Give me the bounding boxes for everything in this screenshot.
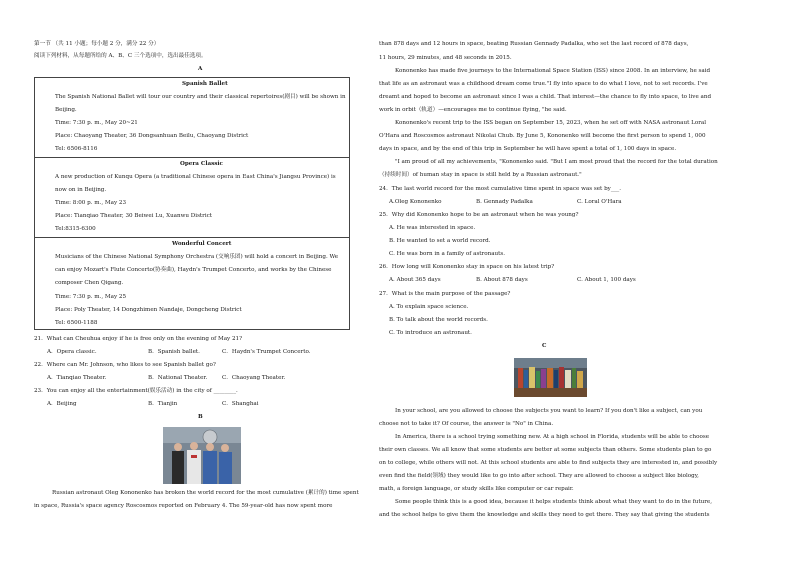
passage-c-line: and the school helps to give them the knowledge and skills they need to get there. They say that giving the students: [379, 512, 710, 518]
passage-b-line: 11 hours, 29 minutes, and 48 seconds in 2015.: [379, 55, 512, 61]
option[interactable]: C. About 1, 100 days: [577, 277, 636, 283]
option[interactable]: A．Beijing: [47, 401, 77, 407]
option[interactable]: A.Oleg Kononenko: [389, 199, 442, 205]
passage-c-line: In your school, are you allowed to choose the subjects you want to learn? If you don't like a subject, can you: [395, 408, 703, 414]
ad-line: Place: Chaoyang Theater, 36 Dongsanhuan Beilu, Chaoyang District: [55, 133, 249, 139]
option[interactable]: A. He was interested in space.: [389, 225, 476, 231]
option[interactable]: B. About 878 days: [476, 277, 528, 283]
ad-line: The Spanish National Ballet will tour our country and their classical repertoires(剧目) will be shown in: [55, 94, 346, 100]
passage-c-line: In America, there is a school trying something new. At a high school in Florida, students will be able to choose: [395, 434, 710, 440]
question-27: 27．What is the main purpose of the passage?: [379, 291, 511, 297]
passage-a-letter: A: [198, 66, 203, 72]
section-header: 第一节 （共 11 小题；每小题 2 分，满分 22 分）: [34, 41, 160, 47]
ad-line: Place: Tianqiao Theater, 30 Beiwei Lu, Xuanwu District: [55, 213, 213, 219]
option[interactable]: A．Opera classic.: [47, 349, 97, 355]
ad-line: Beijing.: [55, 107, 77, 113]
ad-title-spanish-ballet: Spanish Ballet: [182, 81, 228, 87]
ad-line: Time: 7:30 p. m., May 20~21: [55, 120, 138, 126]
passage-c-line: even find the field(领域) they would like to go into after school. They are allowed to choose a subject like biology,: [379, 473, 699, 479]
astronauts-photo: [163, 427, 241, 484]
ad-line: Tel: 6506-8116: [55, 146, 98, 152]
ad-line: Place: Poly Theater, 14 Dongzhimen Nandaje, Dongcheng District: [55, 307, 242, 313]
passage-b-line: in space, Russia's space agency Roscosmos reported on February 4. The 59-year-old has now spent more: [34, 503, 333, 509]
question-21: 21．What can Cheuhua enjoy if he is free only on the evening of May 21?: [34, 336, 243, 342]
ad-divider: [34, 157, 350, 158]
ad-line: Time: 8:00 p. m., May 23: [55, 200, 127, 206]
passage-b-line: than 878 days and 12 hours in space, beating Russian Gennady Padalka, who set the last record of 878 days,: [379, 41, 689, 47]
question-24: 24．The last world record for the most cumulative time spent in space was set by___.: [379, 186, 621, 192]
para-line: O'Hara and Roscosmos astronaut Nikolai Chub. By June 5, Kononenko will become the first person to spend 1, 000: [379, 133, 706, 139]
ad-title-opera-classic: Opera Classic: [180, 161, 223, 167]
option[interactable]: B. To talk about the world records.: [389, 317, 488, 323]
para-line: Kononenko's recent trip to the ISS began on September 15, 2023, when he set off with NASA astronaut Loral: [395, 120, 706, 126]
ad-line: can enjoy Mozart's Flute Concerto(协奏曲), Haydn's Trumpet Concerto, and works by the Chinese: [55, 267, 332, 273]
passage-c-line: math, a foreign language, or study skills like computer or car repair.: [379, 486, 574, 492]
para-line: （持续时间）of human stay in space is still held by a Russian astronaut.": [379, 172, 582, 178]
ad-line: Musicians of the Chinese National Symphony Orchestra (交响乐团) will hold a concert in Beijing. We: [55, 254, 339, 260]
instructions: 阅读下列材料，从每题所给的 A、B、C 三个选项中，选出最佳选项。: [34, 53, 207, 59]
option[interactable]: A. About 365 days: [389, 277, 441, 283]
ad-line: Tel:8315-6300: [55, 226, 96, 232]
para-line: that life as an astronaut was a childhood dream come true."I fly into space to do what I love, not to set records. I've: [379, 81, 708, 87]
para-line: Kononenko has made five journeys to the International Space Station (ISS) since 2008. In an interview, he said: [395, 68, 711, 74]
option[interactable]: C．Shanghai: [222, 401, 259, 407]
question-25: 25．Why did Kononenko hope to be an astronaut when he was young?: [379, 212, 579, 218]
ad-line: composer Chen Qigang.: [55, 280, 124, 286]
option[interactable]: B. Gennady Padalka: [476, 199, 533, 205]
passage-c-line: on to college, while others will not. At this school students are able to find subjects they are interested in, and possibly: [379, 460, 718, 466]
ad-line: now on in Beijing.: [55, 187, 107, 193]
option[interactable]: C. Loral O'Hara: [577, 199, 622, 205]
option[interactable]: C．Chaoyang Theater.: [222, 375, 286, 381]
passage-c-line: their own classes. We all know that some students are better at some subjects than others. Some students plan to go: [379, 447, 712, 453]
passage-c-letter: C: [542, 343, 547, 349]
books-photo: [514, 358, 587, 397]
option[interactable]: B．Spanish ballet.: [148, 349, 200, 355]
option[interactable]: A．Tianqiao Theater.: [47, 375, 107, 381]
para-line: work in orbit（轨道）—encourages me to continue flying, "he said.: [379, 107, 567, 113]
ad-line: Tel: 6500-1188: [55, 320, 98, 326]
option[interactable]: C. To introduce an astronaut.: [389, 330, 472, 336]
option[interactable]: C. He was born in a family of astronauts.: [389, 251, 506, 257]
option[interactable]: C．Haydn's Trumpet Concerto.: [222, 349, 311, 355]
option[interactable]: B. He wanted to set a world record.: [389, 238, 491, 244]
question-22: 22．Where can Mr. Johnson, who likes to see Spanish ballet go?: [34, 362, 216, 368]
question-23: 23．You can enjoy all the entertainment(娱乐活动) in the city of ________.: [34, 388, 238, 394]
option[interactable]: B．Tianjin: [148, 401, 178, 407]
ad-divider: [34, 237, 350, 238]
ad-title-wonderful-concert: Wonderful Concert: [172, 241, 232, 247]
passage-c-line: Some people think this is a good idea, because it helps students think about what they want to do in the future,: [395, 499, 713, 505]
passage-b-letter: B: [198, 414, 203, 420]
question-26: 26．How long will Kononenko stay in space on his latest trip?: [379, 264, 555, 270]
passage-b-line: Russian astronaut Oleg Kononenko has broken the world record for the most cumulative (累计的) time spent: [52, 490, 359, 496]
passage-c-line: choose not to take it? Of course, the answer is "No" in China.: [379, 421, 554, 427]
option[interactable]: A. To explain space science.: [389, 304, 469, 310]
para-line: dreamt and hoped to become an astronaut since I was a child. That interest—the chance to fly into space, to live and: [379, 94, 712, 100]
option[interactable]: B．National Theater.: [148, 375, 208, 381]
ad-line: Time: 7:30 p. m., May 25: [55, 294, 127, 300]
para-line: days in space, and by the end of this trip in September he will have spent a total of 1, 100 days in space.: [379, 146, 677, 152]
ad-line: A new production of Kunqu Opera (a traditional Chinese opera in East China's Jiangsu Province) is: [55, 174, 336, 180]
para-line: "I am proud of all my achievements, "Kononenko said. "But I am most proud that the record for the total duration: [395, 159, 718, 165]
